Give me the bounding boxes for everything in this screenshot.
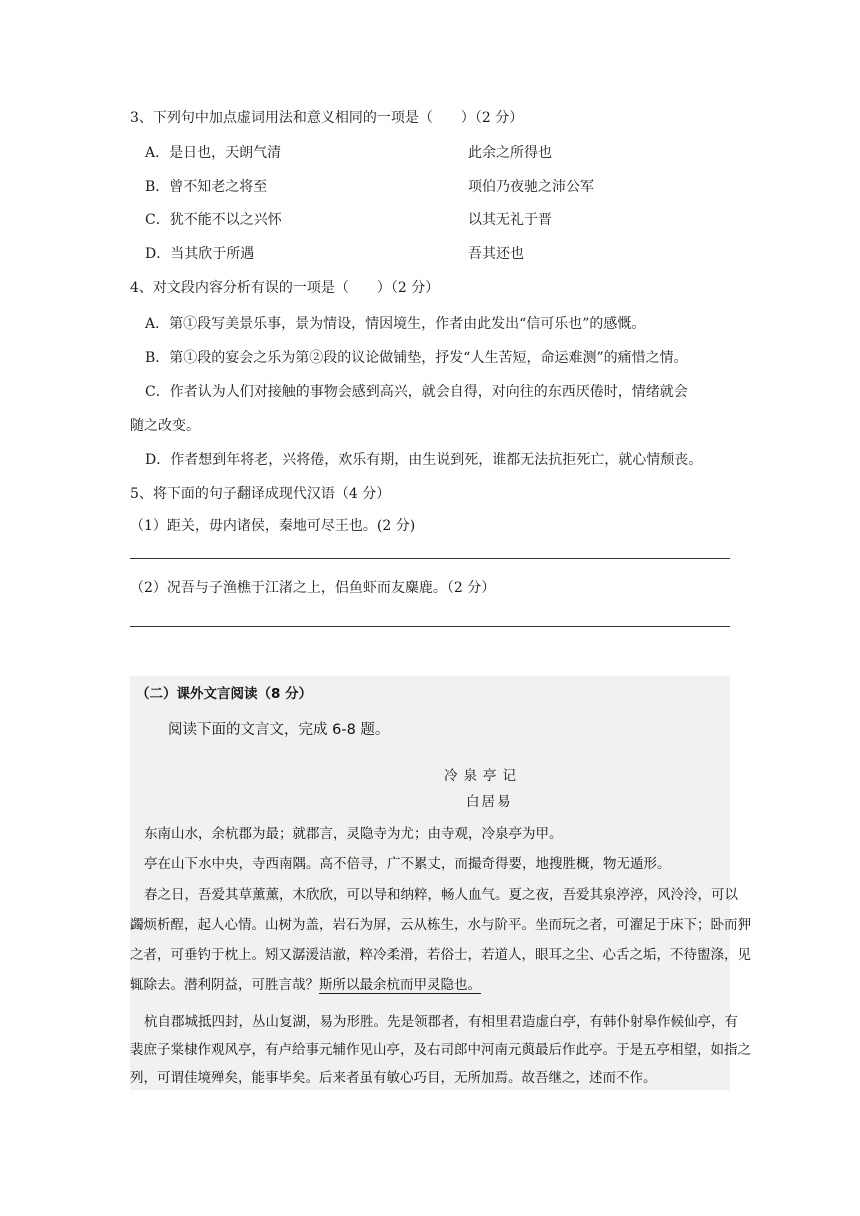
question-4-stem: 4、对文段内容分析有误的一项是（ ）（2 分） — [130, 280, 440, 296]
passage-line: 亭在山下水中央，寺西南隅。高不倍寻，广不累丈，而撮奇得要，地搜胜概，物无遁形。 — [144, 856, 671, 872]
section-heading: （二）课外文言阅读（8 分） — [136, 686, 313, 702]
q4-option-c-continued: 随之改变。 — [130, 418, 200, 434]
q4-option-c: C．作者认为人们对接触的事物会感到高兴，就会自得，对向往的东西厌倦时，情绪就会 — [145, 384, 688, 400]
q3-option-c-left: C．犹不能不以之兴怀 — [145, 212, 282, 228]
passage-line-text: 辄除去。潜利阴益，可胜言哉？ — [130, 977, 319, 993]
q3-option-b-right: 项伯乃夜驰之沛公军 — [468, 179, 594, 195]
answer-line-2[interactable] — [130, 626, 730, 627]
question-5-stem: 5、将下面的句子翻译成现代汉语（4 分） — [130, 486, 391, 502]
passage-line: 列，可谓佳境殚矣，能事毕矣。后来者虽有敏心巧目，无所加焉。故吾继之，述而不作。 — [130, 1070, 657, 1086]
underlined-sentence: 斯所以最余杭而甲灵隐也。 — [319, 977, 481, 993]
q3-option-d-left: D．当其欣于所遇 — [145, 246, 255, 262]
passage-line: 蠲烦析酲，起人心情。山树为盖，岩石为屏，云从栋生，水与阶平。坐而玩之者，可濯足于床下；卧而狎 — [130, 917, 751, 933]
passage-line: 春之日，吾爱其草薰薰，木欣欣，可以导和纳粹，畅人血气。夏之夜，吾爱其泉渟渟，风泠泠，可以 — [144, 887, 738, 903]
q3-option-d-right: 吾其还也 — [468, 246, 524, 262]
q3-option-a-left: A．是日也，天朗气清 — [145, 145, 282, 161]
reading-instruction: 阅读下面的文言文，完成 6-8 题。 — [168, 722, 390, 738]
q4-option-b: B．第①段的宴会之乐为第②段的议论做铺垫，抒发“人生苦短，命运难测”的痛惜之情。 — [145, 350, 688, 366]
q3-option-b-left: B．曾不知老之将至 — [145, 179, 268, 195]
q3-option-a-right: 此余之所得也 — [468, 145, 552, 161]
passage-title: 冷泉亭记 — [444, 768, 522, 784]
q5-item-2: （2）况吾与子渔樵于江渚之上，侣鱼虾而友麋鹿。（2 分） — [130, 580, 496, 596]
passage-author: 白居易 — [466, 794, 513, 810]
q5-item-1: （1）距关，毋内诸侯，秦地可尽王也。(2 分) — [130, 518, 416, 534]
q4-option-a: A．第①段写美景乐事，景为情设，情因境生，作者由此发出“信可乐也”的感慨。 — [145, 316, 646, 332]
passage-line: 东南山水，余杭郡为最；就郡言，灵隐寺为尤；由寺观，冷泉亭为甲。 — [144, 826, 563, 842]
question-3-stem: 3、下列句中加点虚词用法和意义相同的一项是（ ）（2 分） — [130, 110, 524, 126]
answer-line-1[interactable] — [130, 558, 730, 559]
q3-option-c-right: 以其无礼于晋 — [468, 212, 552, 228]
q4-option-d: D．作者想到年将老，兴将倦，欢乐有期，由生说到死，谁都无法抗拒死亡，就心情颓丧。 — [145, 452, 703, 468]
passage-line: 杭自郡城抵四封，丛山复湖，易为形胜。先是领郡者，有相里君造虚白亭，有韩仆射皋作候仙亭，有 — [144, 1014, 738, 1030]
passage-line: 之者，可垂钓于枕上。矧又潺湲洁澈，粹冷柔滑，若俗士，若道人，眼耳之尘、心舌之垢，不待盥涤，见 — [130, 947, 751, 963]
passage-line — [130, 975, 481, 995]
passage-line: 裴庶子棠棣作观风亭，有卢给事元辅作见山亭，及右司郎中河南元藇最后作此亭。于是五亭相望，如指之 — [130, 1042, 751, 1058]
scanned-reading-passage — [130, 676, 751, 1090]
